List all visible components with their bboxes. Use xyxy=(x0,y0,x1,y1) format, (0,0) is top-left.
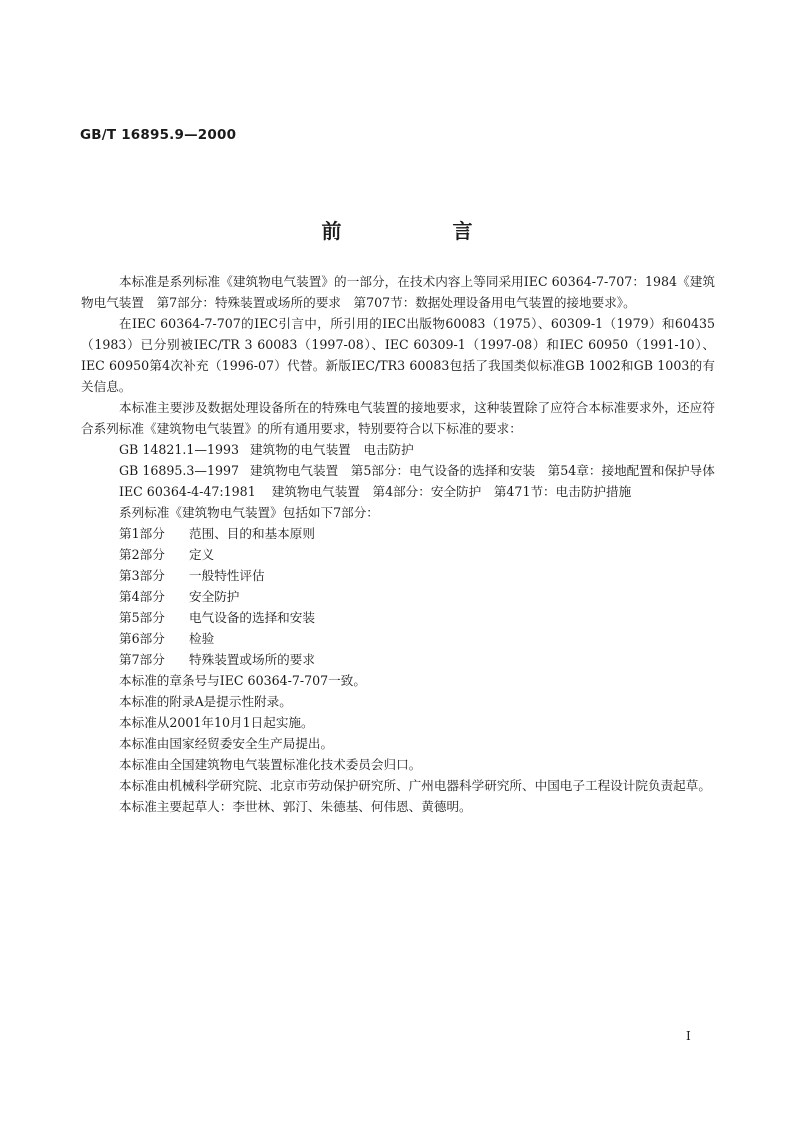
document-header-code: GB/T 16895.9—2000 xyxy=(80,127,237,143)
page-title: 前 言 xyxy=(321,219,525,243)
standard-code: GB 16895.3—1997 xyxy=(119,463,240,478)
part-number: 第5部分 xyxy=(119,610,165,625)
standard-ref xyxy=(81,460,715,481)
note-proposer: 本标准由国家经贸委安全生产局提出。 xyxy=(119,736,334,751)
part-number: 第6部分 xyxy=(119,631,165,646)
part-name: 安全防护 xyxy=(189,589,240,604)
part-number: 第4部分 xyxy=(119,589,165,604)
standard-code: GB 14821.1—1993 xyxy=(119,442,240,457)
series-part xyxy=(81,565,715,586)
standard-ref xyxy=(81,481,715,502)
standard-title: 建筑物电气装置 第5部分：电气设备的选择和安装 第54章：接地配置和保护导体 xyxy=(250,463,715,478)
part-number: 第3部分 xyxy=(119,568,165,583)
foreword-content xyxy=(81,271,715,817)
part-number: 第7部分 xyxy=(119,652,165,667)
paragraph-adoption: 本标准是系列标准《建筑物电气装置》的一部分，在技术内容上等同采用IEC 60364-7-707：1984《建筑物电气装置 第7部分：特殊装置或场所的要求 第707节：数据处理设备用电气装置的接地要求》。 xyxy=(81,274,715,310)
series-part xyxy=(81,607,715,628)
note-annex: 本标准的附录A是提示性附录。 xyxy=(119,694,292,709)
part-name: 定义 xyxy=(189,547,215,562)
standard-title: 建筑物的电气装置 电击防护 xyxy=(250,442,414,457)
standard-code: IEC 60364-4-47:1981 xyxy=(119,484,256,499)
standard-ref xyxy=(81,439,715,460)
paragraph-scope: 本标准主要涉及数据处理设备所在的特殊电气装置的接地要求，这种装置除了应符合本标准要求外，还应符合系列标准《建筑物电气装置》的所有通用要求，特别要符合以下标准的要求： xyxy=(81,400,715,436)
part-name: 检验 xyxy=(189,631,215,646)
paragraph-drafting-orgs: 本标准由机械科学研究院、北京市劳动保护研究所、广州电器科学研究所、中国电子工程设计院负责起草。 xyxy=(119,778,711,793)
note-committee: 本标准由全国建筑物电气装置标准化技术委员会归口。 xyxy=(119,757,422,772)
standard-title: 建筑物电气装置 第4部分：安全防护 第471节：电击防护措施 xyxy=(271,484,632,499)
part-name: 一般特性评估 xyxy=(189,568,265,583)
note-clause-numbering: 本标准的章条号与IEC 60364-7-707一致。 xyxy=(119,673,366,688)
part-name: 电气设备的选择和安装 xyxy=(189,610,315,625)
part-number: 第2部分 xyxy=(119,547,165,562)
series-part xyxy=(81,586,715,607)
paragraph-drafters: 本标准主要起草人：李世林、郭汀、朱德基、何伟恩、黄德明。 xyxy=(119,799,472,814)
series-part xyxy=(81,649,715,670)
part-name: 特殊装置或场所的要求 xyxy=(189,652,315,667)
series-intro: 系列标准《建筑物电气装置》包括如下7部分： xyxy=(119,505,379,520)
page-number: I xyxy=(686,1029,691,1043)
note-effective-date: 本标准从2001年10月1日起实施。 xyxy=(119,715,314,730)
part-name: 范围、目的和基本原则 xyxy=(189,526,315,541)
series-part xyxy=(81,523,715,544)
part-number: 第1部分 xyxy=(119,526,165,541)
series-part xyxy=(81,544,715,565)
paragraph-references: 在IEC 60364-7-707的IEC引言中，所引用的IEC出版物60083（1975）、60309-1（1979）和60435（1983）已分别被IEC/TR 3 60083（1997-08）、IEC 60309-1（1997-08）和IEC 60950（1991-10）、IEC 60950第4次补充（1996-07）代替。新版IEC/TR3 60083包括了我国类似标准GB 1002和GB 1003的有关信息。 xyxy=(81,316,715,394)
series-part xyxy=(81,628,715,649)
